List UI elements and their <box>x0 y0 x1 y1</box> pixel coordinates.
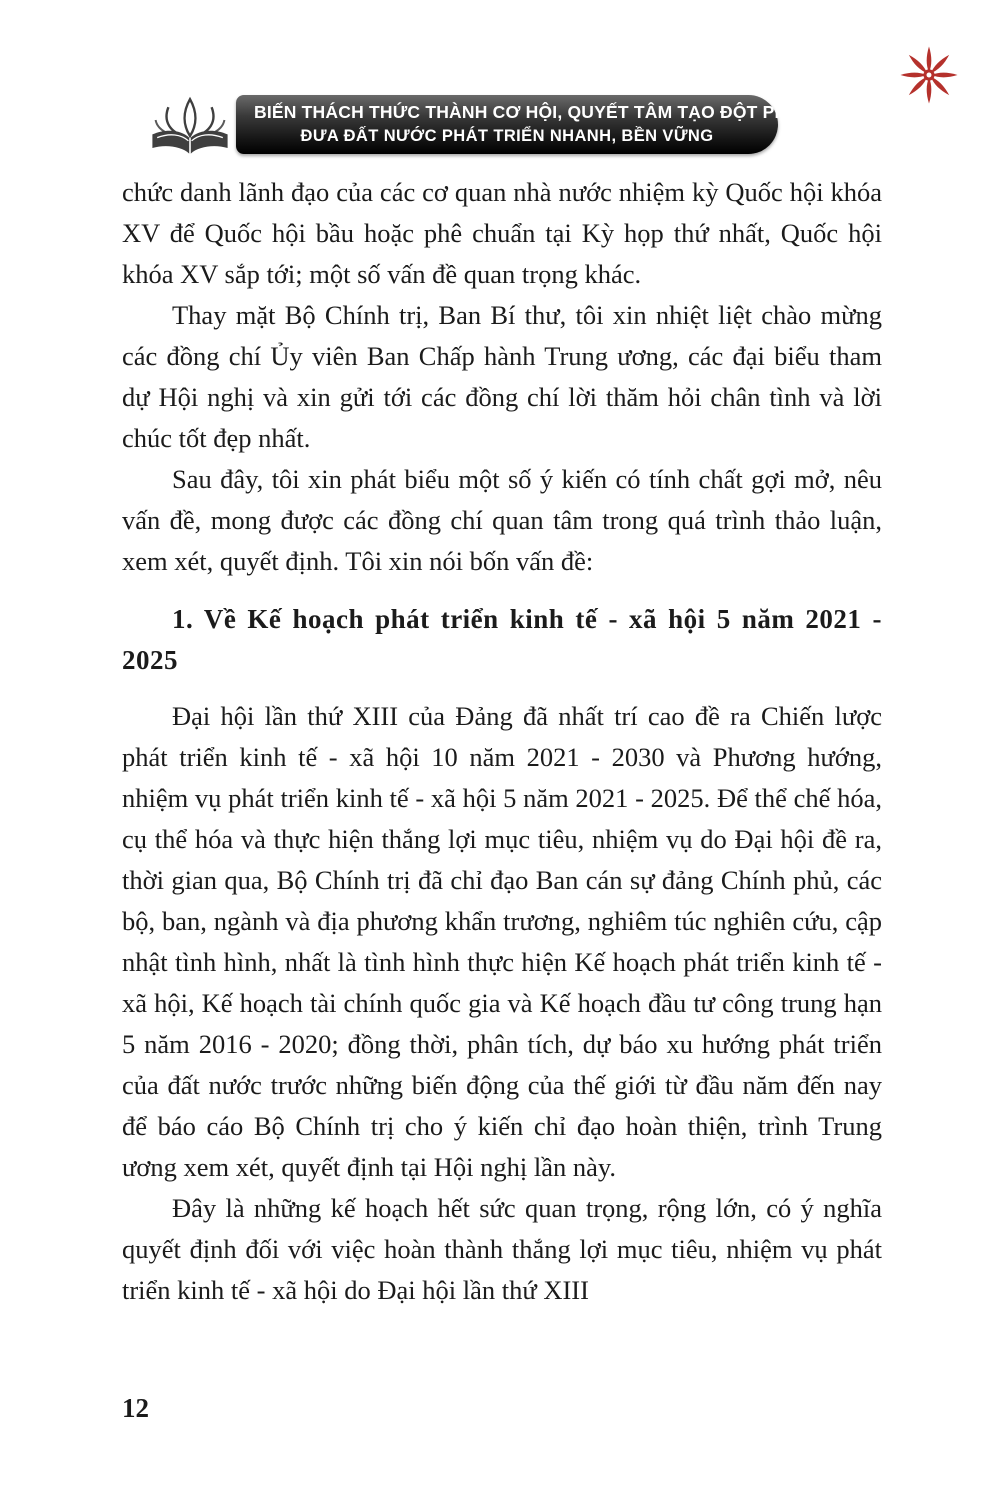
body-paragraph: Sau đây, tôi xin phát biểu một số ý kiến có tính chất gợi mở, nêu vấn đề, mong được các đồng chí quan tâm trong quá trình thảo luận, xem xét, quyết định. Tôi xin nói bốn vấn đề: <box>122 464 882 576</box>
banner-title-line2: ĐƯA ĐẤT NƯỚC PHÁT TRIỂN NHANH, BỀN VỮNG <box>300 126 714 145</box>
red-star-emblem-icon <box>898 44 960 106</box>
page-content <box>122 172 882 1311</box>
body-paragraph: Đại hội lần thứ XIII của Đảng đã nhất trí cao đề ra Chiến lược phát triển kinh tế - xã hội 10 năm 2021 - 2030 và Phương hướng, nhiệm vụ phát triển kinh tế - xã hội 5 năm 2021 - 2025. Để thể chế hóa, cụ thể hóa và thực hiện thắng lợi mục tiêu, nhiệm vụ do Đại hội đề ra, thời gian qua, Bộ Chính trị đã chỉ đạo Ban cán sự đảng Chính phủ, các bộ, ban, ngành và địa phương khẩn trương, nghiêm túc nghiên cứu, cập nhật tình hình, nhất là tình hình thực hiện Kế hoạch phát triển kinh tế - xã hội, Kế hoạch tài chính quốc gia và Kế hoạch đầu tư công trung hạn 5 năm 2016 - 2020; đồng thời, phân tích, dự báo xu hướng phát triển của đất nước trước những biến động của thế giới từ đầu năm đến nay để báo cáo Bộ Chính trị cho ý kiến chỉ đạo hoàn thiện, trình Trung ương xem xét, quyết định tại Hội nghị lần này. <box>122 701 882 1182</box>
header-banner <box>236 95 801 154</box>
banner-title-line1: BIẾN THÁCH THỨC THÀNH CƠ HỘI, QUYẾT TÂM TẠO ĐỘT PHÁ <box>254 101 801 122</box>
body-paragraph: chức danh lãnh đạo của các cơ quan nhà nước nhiệm kỳ Quốc hội khóa XV để Quốc hội bầu hoặc phê chuẩn tại Kỳ họp thứ nhất, Quốc hội khóa XV sắp tới; một số vấn đề quan trọng khác. <box>122 177 882 289</box>
section-heading: 1. Về Kế hoạch phát triển kinh tế - xã hội 5 năm 2021 - 2025 <box>122 604 882 675</box>
lotus-book-logo-icon <box>138 88 242 160</box>
page-number: 12 <box>122 1393 149 1423</box>
body-paragraph: Thay mặt Bộ Chính trị, Ban Bí thư, tôi xin nhiệt liệt chào mừng các đồng chí Ủy viên Ban Chấp hành Trung ương, các đại biểu tham dự Hội nghị và xin gửi tới các đồng chí lời thăm hỏi chân tình và lời chúc tốt đẹp nhất. <box>122 300 882 453</box>
body-paragraph: Đây là những kế hoạch hết sức quan trọng, rộng lớn, có ý nghĩa quyết định đối với việc hoàn thành thắng lợi mục tiêu, nhiệm vụ phát triển kinh tế - xã hội do Đại hội lần thứ XIII <box>122 1193 882 1305</box>
page-header <box>138 88 801 160</box>
